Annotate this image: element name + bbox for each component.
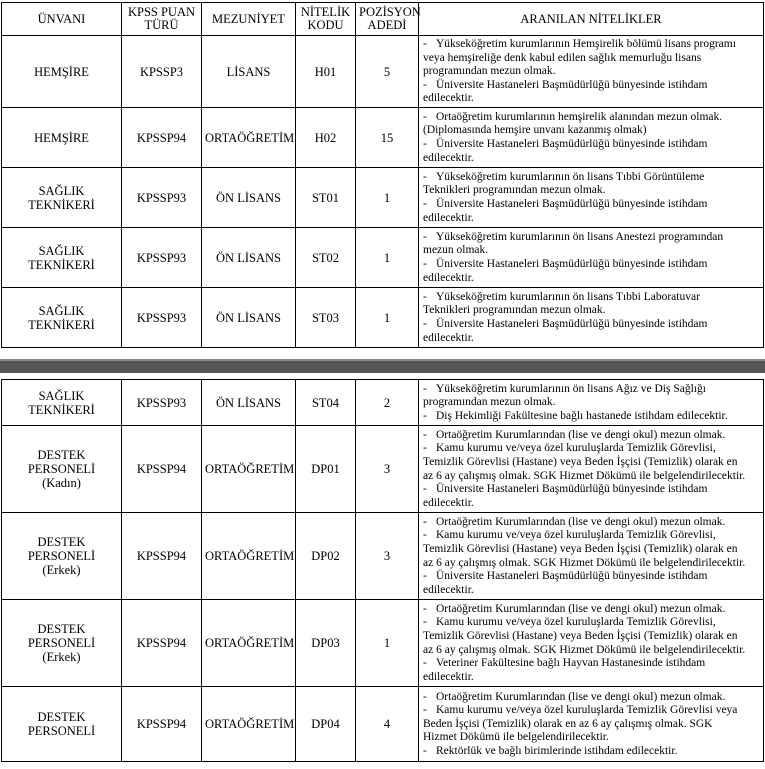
requirement-line: programından mezun olmak. <box>423 65 556 78</box>
cell-mezuniyet: ORTAÖĞRETİM <box>202 687 296 762</box>
header-aranilan-nitelikler: ARANILAN NİTELİKLER <box>419 3 764 36</box>
cell-aranilan-nitelikler <box>419 426 764 513</box>
requirement-line: - Kamu kurumu ve/veya özel kuruluşlarda Temizlik Görevlisi, <box>423 442 716 455</box>
cell-aranilan-nitelikler <box>419 687 764 762</box>
cell-pozisyon-adedi: 3 <box>356 426 419 513</box>
cell-mezuniyet: LİSANS <box>202 36 296 108</box>
cell-unvani: SAĞLIK TEKNİKERİ <box>2 288 122 348</box>
cell-mezuniyet: ORTAÖĞRETİM <box>202 108 296 168</box>
requirement-line: Teknikleri programından mezun olmak. <box>423 304 606 317</box>
cell-unvani: SAĞLIK TEKNİKERİ <box>2 168 122 228</box>
cell-mezuniyet: ÖN LİSANS <box>202 228 296 288</box>
requirement-line: - Üniversite Hastaneleri Başmüdürlüğü bünyesinde istihdam <box>423 138 708 150</box>
cell-unvani: DESTEK PERSONELİ <box>2 687 122 762</box>
requirement-line: edilecektir. <box>423 583 474 596</box>
cell-mezuniyet: ORTAÖĞRETİM <box>202 426 296 513</box>
requirement-line: - Yükseköğretim kurumlarının Hemşirelik bölümü lisans programı <box>423 38 736 51</box>
cell-nitelik-kodu: ST02 <box>296 228 356 288</box>
requirement-line: - Üniversite Hastaneleri Başmüdürlüğü bünyesinde istihdam <box>423 78 708 91</box>
table-row <box>2 168 764 228</box>
cell-unvani: SAĞLIK TEKNİKERİ <box>2 228 122 288</box>
table-row <box>2 288 764 348</box>
cell-aranilan-nitelikler <box>419 513 764 600</box>
requirement-line: - Ortaöğretim Kurumlarından (lise ve dengi okul) mezun olmak. <box>423 428 726 441</box>
cell-pozisyon-adedi: 15 <box>356 108 419 168</box>
requirement-line: - Yükseköğretim kurumlarının ön lisans Anestezi programından <box>423 230 724 243</box>
requirement-line: Temizlik Görevlisi (Hastane) veya Beden İşçisi (Temizlik) olarak en <box>423 455 738 468</box>
positions-table-bottom <box>1 379 764 762</box>
cell-unvani: DESTEK PERSONELİ (Erkek) <box>2 513 122 600</box>
requirement-line: az 6 ay çalışmış olmak. SGK Hizmet Dökümü ile belgelendirilecektir. <box>423 469 746 482</box>
requirement-line: mezun olmak. <box>423 244 489 257</box>
requirement-line: - Üniversite Hastaneleri Başmüdürlüğü bünyesinde istihdam <box>423 483 708 496</box>
table-row <box>2 513 764 600</box>
cell-unvani: DESTEK PERSONELİ (Kadın) <box>2 426 122 513</box>
cell-aranilan-nitelikler <box>419 168 764 228</box>
cell-pozisyon-adedi: 3 <box>356 513 419 600</box>
cell-mezuniyet: ÖN LİSANS <box>202 168 296 228</box>
cell-pozisyon-adedi: 1 <box>356 168 419 228</box>
cell-nitelik-kodu: DP02 <box>296 513 356 600</box>
table-row <box>2 426 764 513</box>
positions-table-top <box>1 2 764 348</box>
requirement-line: edilecektir. <box>423 211 474 224</box>
cell-pozisyon-adedi: 2 <box>356 380 419 426</box>
cell-kpss: KPSSP93 <box>122 228 202 288</box>
cell-nitelik-kodu: ST01 <box>296 168 356 228</box>
header-unvani: ÜNVANI <box>2 3 122 36</box>
cell-kpss: KPSSP94 <box>122 600 202 687</box>
cell-unvani: DESTEK PERSONELİ (Erkek) <box>2 600 122 687</box>
cell-mezuniyet: ORTAÖĞRETİM <box>202 513 296 600</box>
requirement-line: edilecektir. <box>423 670 474 683</box>
requirement-line: programından mezun olmak. <box>423 396 556 409</box>
cell-kpss: KPSSP94 <box>122 426 202 513</box>
requirement-line: - Rektörlük ve bağlı birimlerinde istihdam edilecektir. <box>423 744 678 757</box>
requirement-line: - Veteriner Fakültesine bağlı Hayvan Hastanesinde istihdam <box>423 657 706 670</box>
cell-pozisyon-adedi: 1 <box>356 600 419 687</box>
requirement-line: - Yükseköğretim kurumlarının ön lisans Ağız ve Diş Sağlığı <box>423 382 706 395</box>
requirement-line: (Diplomasında hemşire unvanı kazanmış olmak) <box>423 124 647 137</box>
requirement-line: - Kamu kurumu ve/veya özel kuruluşlarda Temizlik Görevlisi veya <box>423 704 738 717</box>
cell-aranilan-nitelikler <box>419 108 764 168</box>
cell-aranilan-nitelikler <box>419 36 764 108</box>
requirement-line: - Ortaöğretim Kurumlarından (lise ve dengi okul) mezun olmak. <box>423 515 726 528</box>
requirement-line: Temizlik Görevlisi (Hastane) veya Beden İşçisi (Temizlik) olarak en <box>423 629 738 642</box>
header-kpss: KPSS PUAN TÜRÜ <box>122 3 202 36</box>
requirement-line: - Üniversite Hastaneleri Başmüdürlüğü bünyesinde istihdam <box>423 318 708 330</box>
requirement-line: - Üniversite Hastaneleri Başmüdürlüğü bünyesinde istihdam <box>423 570 708 583</box>
cell-mezuniyet: ÖN LİSANS <box>202 380 296 426</box>
cell-pozisyon-adedi: 4 <box>356 687 419 762</box>
table-row <box>2 228 764 288</box>
cell-kpss: KPSSP94 <box>122 108 202 168</box>
cell-nitelik-kodu: DP01 <box>296 426 356 513</box>
cell-aranilan-nitelikler <box>419 600 764 687</box>
cell-pozisyon-adedi: 1 <box>356 288 419 348</box>
cell-nitelik-kodu: DP03 <box>296 600 356 687</box>
cell-kpss: KPSSP94 <box>122 513 202 600</box>
cell-kpss: KPSSP93 <box>122 168 202 228</box>
table-row <box>2 36 764 108</box>
requirement-line: edilecektir. <box>423 92 474 105</box>
requirement-line: Teknikleri programından mezun olmak. <box>423 184 606 197</box>
requirement-line: Hizmet Dökümü ile belgelendirilecektir. <box>423 731 609 744</box>
requirement-line: edilecektir. <box>423 271 474 284</box>
cell-unvani: HEMŞİRE <box>2 108 122 168</box>
header-mezuniyet: MEZUNİYET <box>202 3 296 36</box>
requirement-line: - Ortaöğretim kurumlarının hemşirelik alanından mezun olmak. <box>423 110 723 123</box>
requirement-line: edilecektir. <box>423 496 474 509</box>
requirement-line: - Üniversite Hastaneleri Başmüdürlüğü bünyesinde istihdam <box>423 198 708 210</box>
table-row <box>2 687 764 762</box>
cell-unvani: HEMŞİRE <box>2 36 122 108</box>
cell-nitelik-kodu: ST03 <box>296 288 356 348</box>
requirement-line: Temizlik Görevlisi (Hastane) veya Beden İşçisi (Temizlik) olarak en <box>423 542 738 555</box>
requirement-line: - Ortaöğretim Kurumlarından (lise ve dengi okul) mezun olmak. <box>423 690 726 703</box>
page-separator <box>0 359 765 373</box>
table-header-row <box>2 3 764 36</box>
requirement-line: az 6 ay çalışmış olmak. SGK Hizmet Dökümü ile belgelendirilecektir. <box>423 643 746 656</box>
requirement-line: - Kamu kurumu ve/veya özel kuruluşlarda Temizlik Görevlisi, <box>423 616 716 629</box>
requirement-line: - Ortaöğretim Kurumlarından (lise ve dengi okul) mezun olmak. <box>423 602 726 615</box>
table-row <box>2 108 764 168</box>
cell-nitelik-kodu: ST04 <box>296 380 356 426</box>
cell-pozisyon-adedi: 5 <box>356 36 419 108</box>
cell-pozisyon-adedi: 1 <box>356 228 419 288</box>
requirement-line: - Yükseköğretim kurumlarının ön lisans Tıbbi Laboratuvar <box>423 290 700 303</box>
requirement-line: veya hemşireliğe denk kabul edilen sağlık memurluğu lisans <box>423 51 702 64</box>
requirement-line: az 6 ay çalışmış olmak. SGK Hizmet Dökümü ile belgelendirilecektir. <box>423 556 746 569</box>
requirement-line: - Kamu kurumu ve/veya özel kuruluşlarda Temizlik Görevlisi, <box>423 529 716 542</box>
header-nitelik-kodu: NİTELİK KODU <box>296 3 356 36</box>
cell-mezuniyet: ÖN LİSANS <box>202 288 296 348</box>
requirement-line: edilecektir. <box>423 331 474 344</box>
cell-aranilan-nitelikler <box>419 380 764 426</box>
requirement-line: - Diş Hekimliği Fakültesine bağlı hastanede istihdam edilecektir. <box>423 409 728 422</box>
cell-nitelik-kodu: H02 <box>296 108 356 168</box>
table-row <box>2 380 764 426</box>
cell-kpss: KPSSP93 <box>122 288 202 348</box>
cell-kpss: KPSSP3 <box>122 36 202 108</box>
cell-aranilan-nitelikler <box>419 228 764 288</box>
cell-unvani: SAĞLIK TEKNİKERİ <box>2 380 122 426</box>
cell-kpss: KPSSP94 <box>122 687 202 762</box>
cell-nitelik-kodu: DP04 <box>296 687 356 762</box>
cell-mezuniyet: ORTAÖĞRETİM <box>202 600 296 687</box>
cell-kpss: KPSSP93 <box>122 380 202 426</box>
cell-aranilan-nitelikler <box>419 288 764 348</box>
requirement-line: - Yükseköğretim kurumlarının ön lisans Tıbbi Görüntüleme <box>423 170 705 183</box>
requirement-line: Beden İşçisi (Temizlik) olarak en az 6 ay çalışmış olmak. SGK <box>423 717 713 730</box>
requirement-line: edilecektir. <box>423 151 474 164</box>
cell-nitelik-kodu: H01 <box>296 36 356 108</box>
requirement-line: - Üniversite Hastaneleri Başmüdürlüğü bünyesinde istihdam <box>423 258 708 270</box>
header-pozisyon-adedi: POZİSYON ADEDİ <box>356 3 419 36</box>
table-row <box>2 600 764 687</box>
